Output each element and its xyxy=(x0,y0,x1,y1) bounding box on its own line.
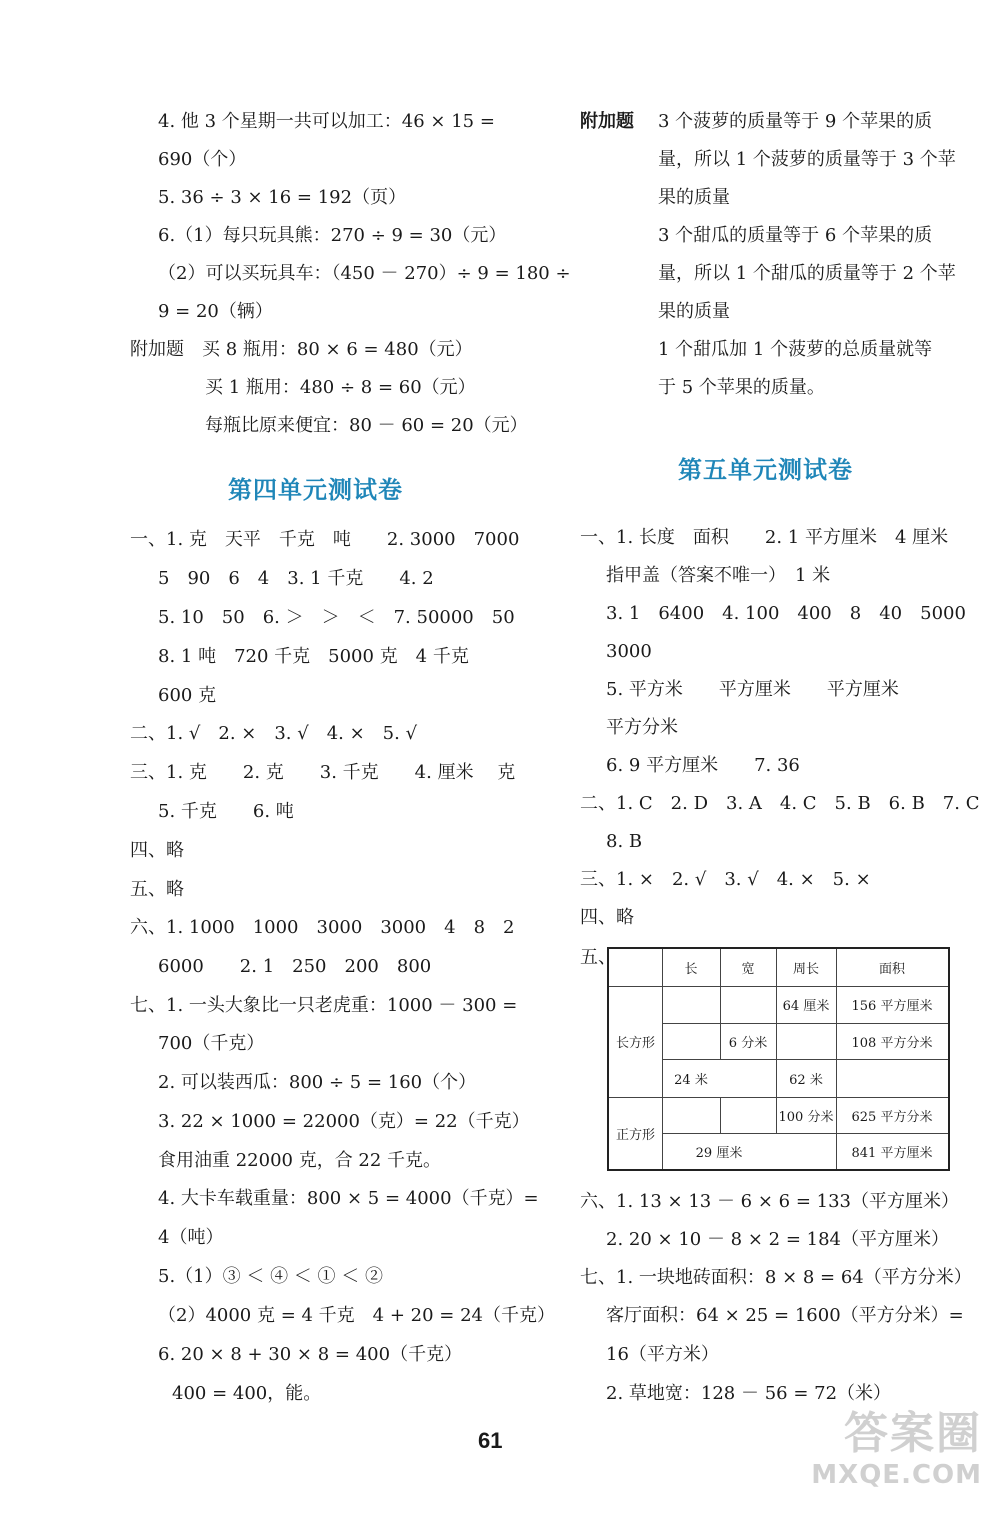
table-cell: 29 厘米 xyxy=(695,1145,743,1161)
answer-table xyxy=(607,947,950,1171)
table-cell: 625 平方分米 xyxy=(851,1109,933,1125)
text-line: 于 5 个苹果的质量。 xyxy=(658,377,825,398)
text-line: 果的质量 xyxy=(658,187,730,208)
text-line: 600 克 xyxy=(158,685,217,706)
text-line: 3. 22 × 1000 = 22000（克）= 22（千克） xyxy=(158,1111,530,1132)
text-line: 果的质量 xyxy=(658,301,730,322)
text-line: 690（个） xyxy=(158,149,247,170)
text-line: 七、1. 一头大象比一只老虎重：1000 － 300 = xyxy=(130,995,518,1016)
text-line: 食用油重 22000 克，合 22 千克。 xyxy=(158,1150,442,1171)
table-header: 宽 xyxy=(741,962,755,977)
table-header: 周长 xyxy=(792,962,819,977)
table-header: 面积 xyxy=(878,962,905,977)
table-cell: 108 平方分米 xyxy=(851,1035,933,1051)
text-line: 4. 他 3 个星期一共可以加工：46 × 15 = xyxy=(158,111,495,132)
row-group-square: 正方形 xyxy=(615,1127,655,1143)
text-line: 附加题 买 8 瓶用：80 × 6 = 480（元） xyxy=(130,339,473,360)
text-line: 平方分米 xyxy=(606,717,678,738)
text-line: 6.（1）每只玩具熊：270 ÷ 9 = 30（元） xyxy=(158,225,507,246)
bonus-label: 附加题 xyxy=(580,111,634,132)
text-line: 6. 9 平方厘米 7. 36 xyxy=(606,755,800,776)
table-cell: 100 分米 xyxy=(778,1109,834,1125)
text-line: 三、1. × 2. √ 3. √ 4. × 5. × xyxy=(580,869,871,890)
text-line: 一、1. 长度 面积 2. 1 平方厘米 4 厘米 xyxy=(580,527,949,548)
text-line: 700（千克） xyxy=(158,1033,265,1054)
table-cell: 64 厘米 xyxy=(782,999,830,1014)
text-line: 5. 平方米 平方厘米 平方厘米 xyxy=(606,679,899,700)
text-line: 一、1. 克 天平 千克 吨 2. 3000 7000 xyxy=(130,529,520,550)
watermark xyxy=(752,1408,982,1504)
text-line: 9 = 20（辆） xyxy=(158,301,273,322)
table-cell: 24 米 xyxy=(674,1072,708,1088)
text-line: 6000 2. 1 250 200 800 xyxy=(158,956,432,977)
text-line: 二、1. √ 2. × 3. √ 4. × 5. √ xyxy=(130,723,418,744)
section-heading-unit5: 第五单元测试卷 xyxy=(678,456,853,484)
text-line: 2. 草地宽：128 － 56 = 72（米） xyxy=(606,1383,892,1404)
text-line: 3000 xyxy=(606,641,652,662)
text-line: 二、1. C 2. D 3. A 4. C 5. B 6. B 7. C xyxy=(580,793,980,814)
text-line: 量，所以 1 个甜瓜的质量等于 2 个苹 xyxy=(658,263,956,284)
table-header: 长 xyxy=(684,962,698,977)
text-line: 2. 20 × 10 － 8 × 2 = 184（平方厘米） xyxy=(606,1229,949,1250)
watermark-logo: 答案圈 xyxy=(844,1408,982,1459)
table-cell: 6 分米 xyxy=(728,1035,768,1051)
text-line: 2. 可以装西瓜：800 ÷ 5 = 160（个） xyxy=(158,1072,477,1093)
text-line: 3 个菠萝的质量等于 9 个苹果的质 xyxy=(658,111,933,132)
watermark-url: MXQE.COM xyxy=(811,1460,982,1490)
table-cell: 841 平方厘米 xyxy=(851,1145,933,1161)
text-line: 四、略 xyxy=(130,840,184,861)
text-line: 每瓶比原来便宜：80 － 60 = 20（元） xyxy=(205,415,528,436)
text-line: 五、略 xyxy=(130,879,184,900)
text-line: 5 90 6 4 3. 1 千克 4. 2 xyxy=(158,568,434,589)
table-cell: 62 米 xyxy=(789,1072,823,1088)
text-line: 5. 36 ÷ 3 × 16 = 192（页） xyxy=(158,187,407,208)
text-line: 6. 20 × 8 + 30 × 8 = 400（千克） xyxy=(158,1344,463,1365)
text-line: 六、1. 1000 1000 3000 3000 4 8 2 xyxy=(130,917,515,938)
text-line: 六、1. 13 × 13 － 6 × 6 = 133（平方厘米） xyxy=(580,1191,959,1212)
text-line: 4（吨） xyxy=(158,1227,224,1248)
text-line: 3 个甜瓜的质量等于 6 个苹果的质 xyxy=(658,225,933,246)
text-line: 16（平方米） xyxy=(606,1344,719,1365)
text-line: （2）4000 克 = 4 千克 4 + 20 = 24（千克） xyxy=(158,1305,555,1326)
text-line: 8. B xyxy=(606,831,643,852)
text-line: 买 1 瓶用：480 ÷ 8 = 60（元） xyxy=(205,377,476,398)
text-line: 四、略 xyxy=(580,907,634,928)
text-line: 5. 千克 6. 吨 xyxy=(158,801,294,822)
text-line: 三、1. 克 2. 克 3. 千克 4. 厘米 克 xyxy=(130,762,516,783)
text-line: 5.（1）③ ＜ ④ ＜ ① ＜ ② xyxy=(158,1266,383,1287)
text-line: 指甲盖（答案不唯一） 1 米 xyxy=(606,565,831,586)
text-line: 客厅面积：64 × 25 = 1600（平方分米）= xyxy=(606,1305,964,1326)
text-line: 4. 大卡车载重量：800 × 5 = 4000（千克）= xyxy=(158,1188,539,1209)
table-cell: 156 平方厘米 xyxy=(851,999,933,1014)
row-group-rectangle: 长方形 xyxy=(615,1036,655,1051)
text-line: 400 = 400，能。 xyxy=(172,1383,322,1404)
text-line: （2）可以买玩具车：（450 － 270）÷ 9 = 180 ÷ xyxy=(158,263,571,284)
text-line: 8. 1 吨 720 千克 5000 克 4 千克 xyxy=(158,646,469,667)
text-line: 3. 1 6400 4. 100 400 8 40 5000 xyxy=(606,603,966,624)
table-label: 五、 xyxy=(580,947,616,968)
text-line: 5. 10 50 6. ＞ ＞ ＜ 7. 50000 50 xyxy=(158,607,515,628)
text-line: 七、1. 一块地砖面积：8 × 8 = 64（平方分米） xyxy=(580,1267,972,1288)
text-line: 量，所以 1 个菠萝的质量等于 3 个苹 xyxy=(658,149,956,170)
page-number: 61 xyxy=(478,1428,503,1453)
section-heading-unit4: 第四单元测试卷 xyxy=(228,476,403,504)
text-line: 1 个甜瓜加 1 个菠萝的总质量就等 xyxy=(658,339,933,360)
